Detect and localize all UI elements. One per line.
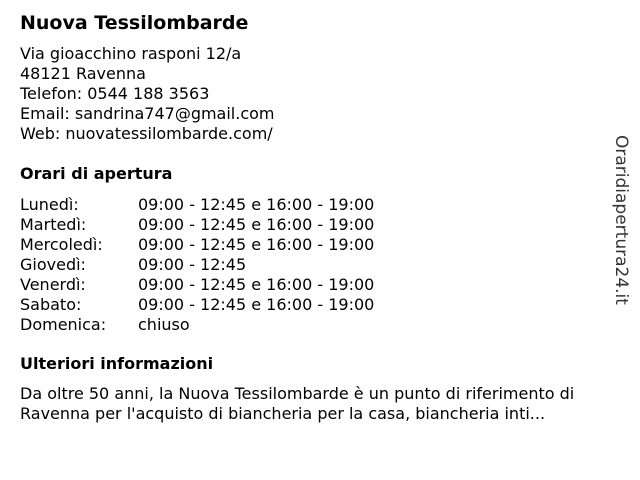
hours-day: Mercoledì: <box>20 235 103 254</box>
hours-time: 09:00 - 12:45 e 16:00 - 19:00 <box>138 215 375 234</box>
business-name: Nuova Tessilombarde <box>20 12 249 34</box>
phone-text: Telefon: 0544 188 3563 <box>20 84 210 103</box>
address-street: Via gioacchino rasponi 12/a <box>20 44 242 63</box>
hours-time: 09:00 - 12:45 e 16:00 - 19:00 <box>138 295 375 314</box>
hours-row-tuesday <box>20 215 440 235</box>
website-text: Web: nuovatessilombarde.com/ <box>20 124 273 143</box>
description-line: Da oltre 50 anni, la Nuova Tessilombarde è un punto di riferimento di <box>20 384 575 403</box>
hours-row-wednesday <box>20 235 440 255</box>
hours-time: 09:00 - 12:45 e 16:00 - 19:00 <box>138 235 375 254</box>
hours-day: Sabato: <box>20 295 82 314</box>
business-description <box>20 384 630 424</box>
hours-row-saturday <box>20 295 440 315</box>
hours-time: chiuso <box>138 315 190 334</box>
hours-day: Giovedì: <box>20 255 86 274</box>
contact-block <box>20 44 275 144</box>
hours-day: Martedì: <box>20 215 87 234</box>
hours-row-sunday <box>20 315 440 335</box>
hours-row-friday <box>20 275 440 295</box>
watermark-text: Oraridiapertura24.it <box>611 135 631 305</box>
description-line: Ravenna per l'acquisto di biancheria per la casa, biancheria inti... <box>20 404 546 423</box>
hours-time: 09:00 - 12:45 <box>138 255 247 274</box>
email-text: Email: sandrina747@gmail.com <box>20 104 275 123</box>
hours-day: Lunedì: <box>20 195 79 214</box>
hours-time: 09:00 - 12:45 e 16:00 - 19:00 <box>138 275 375 294</box>
hours-row-thursday <box>20 255 440 275</box>
opening-hours-table <box>20 195 440 335</box>
hours-time: 09:00 - 12:45 e 16:00 - 19:00 <box>138 195 375 214</box>
site-watermark <box>602 135 640 315</box>
more-info-title: Ulteriori informazioni <box>20 354 214 373</box>
hours-day: Domenica: <box>20 315 107 334</box>
hours-day: Venerdì: <box>20 275 86 294</box>
address-city: 48121 Ravenna <box>20 64 146 83</box>
opening-hours-title: Orari di apertura <box>20 164 173 183</box>
hours-row-monday <box>20 195 440 215</box>
